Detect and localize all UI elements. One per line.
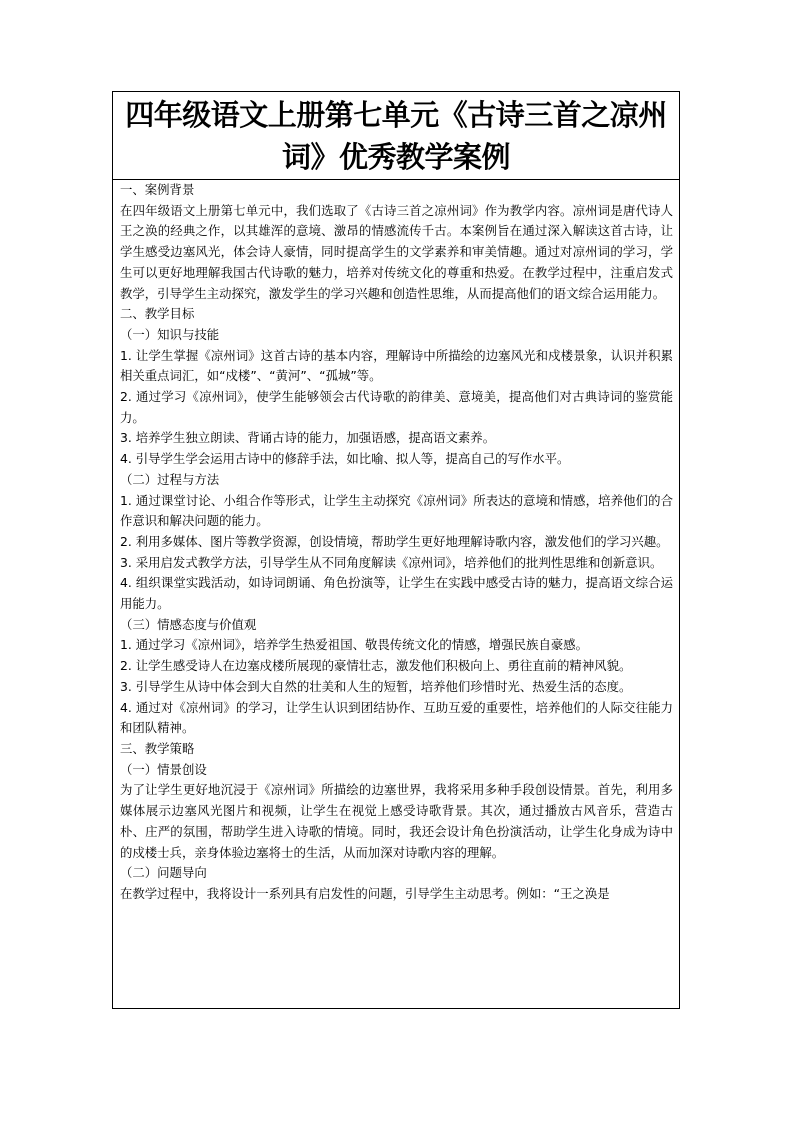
paragraph: 4. 通过对《凉州词》的学习，让学生认识到团结协作、互助互爱的重要性，培养他们的人际交往能力和团队精神。 — [120, 699, 673, 736]
document-title: 四年级语文上册第七单元《古诗三首之凉州词》优秀教学案例 — [125, 97, 667, 174]
paragraph: 3. 引导学生从诗中体会到大自然的壮美和人生的短暂，培养他们珍惜时光、热爱生活的态度。 — [120, 678, 632, 694]
subsection-heading: （二）过程与方法 — [120, 471, 220, 487]
section-heading: 三、教学策略 — [120, 740, 195, 756]
paragraph: 1. 通过学习《凉州词》，培养学生热爱祖国、敬畏传统文化的情感，增强民族自豪感。 — [120, 637, 589, 653]
paragraph: 为了让学生更好地沉浸于《凉州词》所描绘的边塞世界，我将采用多种手段创设情景。首先，利用多媒体展示边塞风光图片和视频，让学生在视觉上感受诗歌背景。其次，通过播放古风音乐，营造古朴、庄严的氛围，帮助学生进入诗歌的情境。同时，我还会设计角色扮演活动，让学生化身成为诗中的戍楼士兵，亲身体验边塞将士的生活，从而加深对诗歌内容的理解。 — [120, 782, 673, 860]
subsection-heading: （一）知识与技能 — [120, 326, 220, 342]
paragraph: 1. 让学生掌握《凉州词》这首古诗的基本内容，理解诗中所描绘的边塞风光和戍楼景象，认识并积累相关重点词汇，如“戍楼”、“黄河”、“孤城”等。 — [120, 347, 673, 384]
document-table — [112, 91, 680, 1009]
paragraph: 2. 利用多媒体、图片等教学资源，创设情境，帮助学生更好地理解诗歌内容，激发他们的学习兴趣。 — [120, 533, 669, 549]
paragraph: 1. 通过课堂讨论、小组合作等形式，让学生主动探究《凉州词》所表达的意境和情感，培养他们的合作意识和解决问题的能力。 — [120, 492, 673, 529]
paragraph: 3. 采用启发式教学方法，引导学生从不同角度解读《凉州词》，培养他们的批判性思维和创新意识。 — [120, 554, 663, 570]
subsection-heading: （二）问题导向 — [120, 865, 207, 881]
subsection-heading: （三）情感态度与价值观 — [120, 616, 257, 632]
body-cell — [113, 180, 679, 905]
paragraph: 2. 让学生感受诗人在边塞戍楼所展现的豪情壮志，激发他们积极向上、勇往直前的精神风貌。 — [120, 658, 632, 674]
title-cell — [113, 92, 679, 180]
paragraph: 4. 引导学生学会运用古诗中的修辞手法，如比喻、拟人等，提高自己的写作水平。 — [120, 451, 570, 467]
subsection-heading: （一）情景创设 — [120, 761, 207, 777]
paragraph: 在四年级语文上册第七单元中，我们选取了《古诗三首之凉州词》作为教学内容。凉州词是唐代诗人王之涣的经典之作，以其雄浑的意境、激昂的情感流传千古。本案例旨在通过深入解读这首古诗，让学生感受边塞风光，体会诗人豪情，同时提高学生的文学素养和审美情趣。通过对凉州词的学习，学生可以更好地理解我国古代诗歌的魅力，培养对传统文化的尊重和热爱。在教学过程中，注重启发式教学，引导学生主动探究，激发学生的学习兴趣和创造性思维，从而提高他们的语文综合运用能力。 — [120, 202, 673, 301]
paragraph: 3. 培养学生独立朗读、背诵古诗的能力，加强语感，提高语文素养。 — [120, 430, 496, 446]
paragraph: 2. 通过学习《凉州词》，使学生能够领会古代诗歌的韵律美、意境美，提高他们对古典诗词的鉴赏能力。 — [120, 389, 673, 425]
paragraph: 4. 组织课堂实践活动，如诗词朗诵、角色扮演等，让学生在实践中感受古诗的魅力，提高语文综合运用能力。 — [120, 575, 673, 612]
section-heading: 一、案例背景 — [120, 182, 195, 197]
section-heading: 二、教学目标 — [120, 306, 195, 322]
paragraph: 在教学过程中，我将设计一系列具有启发性的问题，引导学生主动思考。例如：“王之涣是 — [120, 885, 610, 901]
